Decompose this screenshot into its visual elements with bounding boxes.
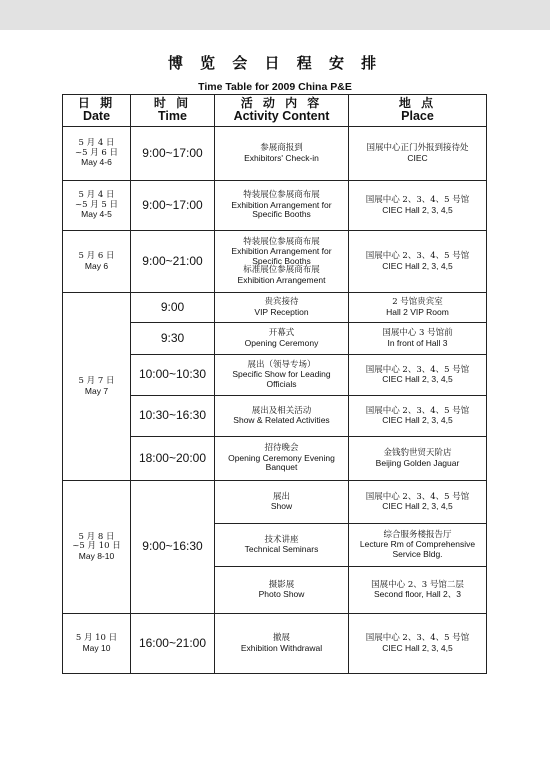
place-cell: 国展中心正门外报到接待处 CIEC [349, 127, 487, 181]
schedule-table [62, 94, 487, 674]
place-cell: 国展中心 2、3、4、5 号馆 CIEC Hall 2, 3, 4,5 [349, 355, 487, 396]
activity-cell: 展出及相关活动 Show & Related Activities [215, 396, 349, 437]
time-cell: 9:00~16:30 [131, 481, 215, 614]
time-cell: 9:30 [131, 323, 215, 355]
activity-cell: 贵宾接待 VIP Reception [215, 293, 349, 323]
activity-cell: 展出 Show [215, 481, 349, 524]
place-cell: 金钱豹世贸天阶店 Beijing Golden Jaguar [349, 437, 487, 481]
date-cell: 5 月 4 日 ~5 月 5 日 May 4-5 [63, 181, 131, 231]
activity-cell: 参展商报到 Exhibitors' Check-in [215, 127, 349, 181]
header-date: 日 期 Date [63, 95, 131, 127]
activity-cell: 开幕式 Opening Ceremony [215, 323, 349, 355]
header-place: 地 点 Place [349, 95, 487, 127]
table-row [63, 614, 487, 674]
table-row [63, 481, 487, 524]
place-cell: 国展中心 2、3、4、5 号馆 CIEC Hall 2, 3, 4,5 [349, 481, 487, 524]
place-cell: 国展中心 2、3、4、5 号馆 CIEC Hall 2, 3, 4,5 [349, 231, 487, 293]
time-cell: 9:00 [131, 293, 215, 323]
table-row [63, 181, 487, 231]
time-cell: 10:00~10:30 [131, 355, 215, 396]
place-cell: 国展中心 2、3、4、5 号馆 CIEC Hall 2, 3, 4,5 [349, 614, 487, 674]
activity-cell: 技术讲座 Technical Seminars [215, 524, 349, 567]
time-cell: 18:00~20:00 [131, 437, 215, 481]
place-cell: 国展中心 2、3、4、5 号馆 CIEC Hall 2, 3, 4,5 [349, 396, 487, 437]
activity-cell: 摄影展 Photo Show [215, 567, 349, 614]
place-cell: 国展中心 2、3 号馆二层 Second floor, Hall 2、3 [349, 567, 487, 614]
time-cell: 9:00~17:00 [131, 127, 215, 181]
activity-cell: 撤展 Exhibition Withdrawal [215, 614, 349, 674]
date-cell: 5 月 8 日 ~5 月 10 日 May 8-10 [63, 481, 131, 614]
date-cell: 5 月 4 日 ~5 月 6 日 May 4-6 [63, 127, 131, 181]
page-title-chinese: 博 览 会 日 程 安 排 [167, 54, 383, 72]
header-activity: 活 动 内 容 Activity Content [215, 95, 349, 127]
table-row [63, 293, 487, 323]
time-cell: 16:00~21:00 [131, 614, 215, 674]
activity-cell: 特装展位参展商布展 Exhibition Arrangement for Specific Booths [215, 181, 349, 231]
date-cell: 5 月 7 日 May 7 [63, 293, 131, 481]
time-cell: 9:00~21:00 [131, 231, 215, 293]
time-cell: 9:00~17:00 [131, 181, 215, 231]
activity-cell: 展出（领导专场） Specific Show for Leading Officials [215, 355, 349, 396]
activity-cell: 招待晚会 Opening Ceremony Evening Banquet [215, 437, 349, 481]
place-cell: 2 号馆贵宾室 Hall 2 VIP Room [349, 293, 487, 323]
place-cell: 综合服务楼报告厅 Lecture Rm of Comprehensive Service Bldg. [349, 524, 487, 567]
table-row [63, 231, 487, 293]
place-cell: 国展中心 3 号馆前 In front of Hall 3 [349, 323, 487, 355]
place-cell: 国展中心 2、3、4、5 号馆 CIEC Hall 2, 3, 4,5 [349, 181, 487, 231]
top-gray-band [0, 0, 550, 30]
time-cell: 10:30~16:30 [131, 396, 215, 437]
page-title-english: Time Table for 2009 China P&E [198, 81, 352, 93]
header-row [63, 95, 487, 127]
activity-cell: 特装展位参展商布展 Exhibition Arrangement for Specific Booths 标准展位参展商布展 Exhibition Arrangement [215, 231, 349, 293]
header-time: 时 间 Time [131, 95, 215, 127]
date-cell: 5 月 10 日 May 10 [63, 614, 131, 674]
date-cell: 5 月 6 日 May 6 [63, 231, 131, 293]
table-row [63, 127, 487, 181]
